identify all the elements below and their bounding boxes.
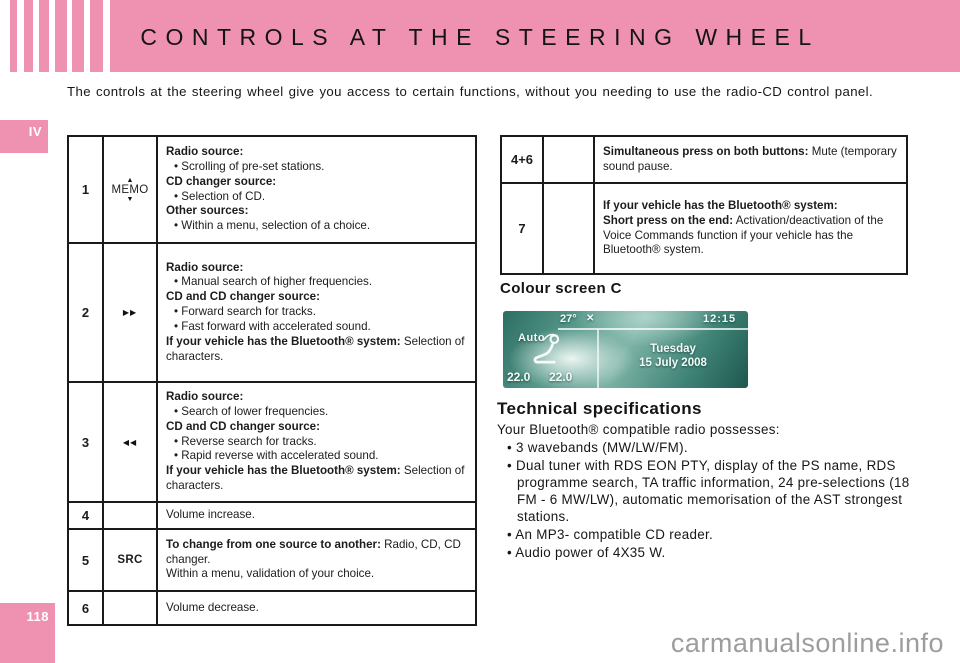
control-number: 5 [81,552,90,568]
control-description [158,137,475,242]
date-block [598,343,748,369]
table-row [502,137,906,182]
desc-heading: CD changer source: [166,174,277,188]
outside-temperature: 27° [560,313,577,325]
control-description [158,592,475,624]
desc-text: Selection of characters. [166,464,465,493]
desc-mixed-line [166,464,467,494]
screen-divider-horizontal [558,328,748,330]
table-row [69,528,475,590]
desc-text: Radio, CD, CD changer. [166,537,461,566]
fast-forward-glyph: ▶▶ [122,308,138,317]
control-description [158,503,475,528]
desc-bold: Simultaneous press on both buttons: [603,144,809,158]
control-description [595,184,906,273]
desc-bold: Short press on the end: [603,213,734,227]
ac-cross-icon: ✕ [586,313,595,324]
page-title: CONTROLS AT THE STEERING WHEEL [140,24,820,50]
desc-bullet: • Scrolling of pre-set stations. [166,160,467,175]
desc-mixed-line [166,335,467,365]
control-number: 3 [81,434,90,450]
source-button-icon [102,530,158,590]
control-description [158,244,475,381]
rewind-glyph: ◀◀ [122,437,138,447]
empty-icon-cell [102,503,158,528]
desc-text: Volume decrease. [166,600,259,614]
desc-bold: To change from one source to another: [166,537,381,551]
control-number: 6 [81,600,90,616]
tech-specs-list [497,439,927,561]
date: 15 July 2008 [639,357,707,369]
desc-text: Activation/deactivation of the Voice Commands function if your vehicle has the Bluetooth® system. [603,213,884,257]
desc-mixed-line [603,214,898,258]
desc-heading: Other sources: [166,204,249,218]
desc-heading: CD and CD changer source: [166,290,320,304]
steering-controls-table [67,135,477,626]
tech-spec-item: • An MP3- compatible CD reader. [497,526,927,543]
desc-bullet: • Search of lower frequencies. [166,405,467,420]
tech-specs-heading: Technical specifications [497,399,702,418]
fast-forward-icon [102,244,158,381]
desc-text: Mute (temporary sound pause. [603,144,897,173]
temperature-right: 22.0 [549,370,573,384]
control-description [158,383,475,501]
page-number: 118 [0,603,55,663]
desc-text: Within a menu, validation of your choice. [166,567,375,581]
down-arrow-icon: ▼ [126,195,134,203]
section-tab: IV [0,120,48,153]
desc-bullet: • Manual search of higher frequencies. [166,275,467,290]
desc-heading: Radio source: [166,390,244,404]
intro-paragraph: The controls at the steering wheel give you access to certain functions, without you needing to use the radio-CD control panel. [67,84,874,99]
colour-screen-image [503,311,748,388]
tech-spec-item: • 3 wavebands (MW/LW/FM). [497,439,927,456]
up-arrow-icon: ▲ [126,176,134,184]
weekday: Tuesday [650,343,696,355]
rewind-icon [102,383,158,501]
control-number: 2 [81,305,90,320]
empty-icon-cell [542,137,595,182]
empty-icon-cell [542,184,595,273]
table-row [69,590,475,624]
table-row [69,242,475,381]
control-number: 7 [518,221,526,236]
table-row [69,501,475,528]
tech-specs-intro: Your Bluetooth® compatible radio possesses: [497,422,780,437]
control-number: 1 [81,182,90,197]
combo-controls-table [500,135,908,275]
desc-heading: CD and CD changer source: [166,419,320,433]
desc-bold: If your vehicle has the Bluetooth® system: [166,334,401,348]
control-number: 4 [81,508,90,523]
control-number: 4+6 [510,152,534,167]
seat-icon [530,332,566,368]
table-row [69,381,475,501]
tech-spec-item: • Dual tuner with RDS EON PTY, display of the PS name, RDS programme search, TA traffic information, 24 pre-selections (18 FM - 6 MW/LW), automatic memorisation of the AST strongest stations. [497,457,927,525]
desc-bold: If your vehicle has the Bluetooth® system: [166,464,401,478]
memo-scroll-icon [102,137,158,242]
desc-bullet: • Rapid reverse with accelerated sound. [166,449,467,464]
desc-bullet: • Reverse search for tracks. [166,435,467,450]
desc-bullet: • Fast forward with accelerated sound. [166,320,467,335]
table-row [69,137,475,242]
desc-bullet: • Selection of CD. [166,190,467,205]
climate-mode: Auto [518,332,546,344]
desc-text: Volume increase. [166,508,255,522]
clock-time: 12:15 [703,313,737,325]
watermark: carmanualsonline.info [670,628,944,658]
memo-label: MEMO [111,183,149,196]
desc-bullet: • Within a menu, selection of a choice. [166,219,467,234]
colour-screen-heading: Colour screen C [500,280,622,297]
table-row [502,182,906,273]
desc-heading: Radio source: [166,260,244,274]
tech-specs-body [497,421,927,561]
temperature-left: 22.0 [507,370,531,384]
control-description [595,137,906,182]
desc-mixed-line [603,145,898,175]
desc-mixed-line [166,538,467,568]
desc-text: Selection of characters. [166,334,465,363]
empty-icon-cell [102,592,158,624]
desc-bullet: • Forward search for tracks. [166,305,467,320]
desc-heading: If your vehicle has the Bluetooth® system: [603,198,838,212]
tech-spec-item: • Audio power of 4X35 W. [497,544,927,561]
src-label: SRC [117,554,143,566]
control-description [158,530,475,590]
desc-heading: Radio source: [166,145,244,159]
